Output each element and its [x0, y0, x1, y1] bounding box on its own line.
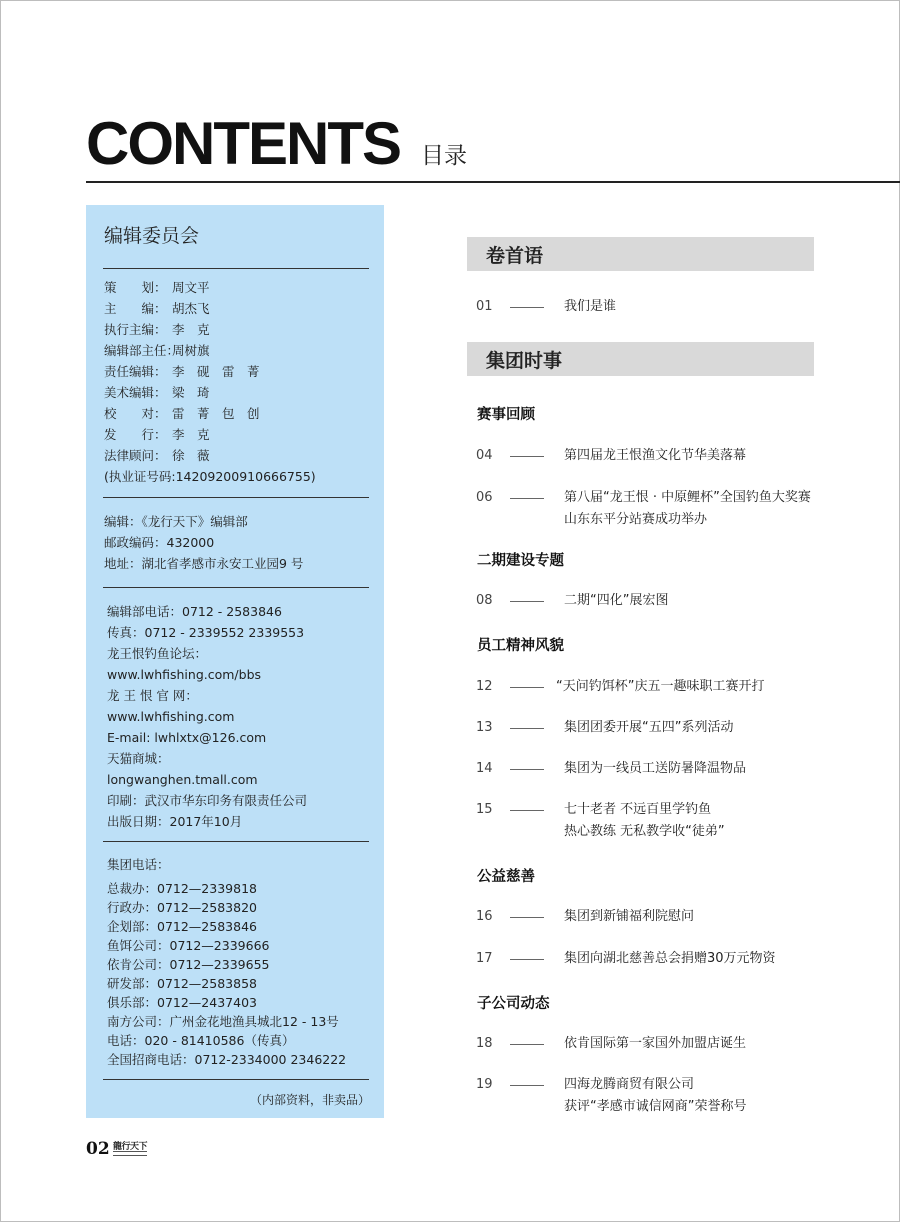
leader-line	[510, 959, 544, 960]
group-phone-line: 研发部：0712—2583858	[107, 976, 257, 991]
contact-line: www.lwhfishing.com/bbs	[107, 667, 262, 682]
credit-responsible-editor: 责任编辑： 李 砚 雷 菁	[104, 364, 260, 379]
leader-line	[510, 769, 544, 770]
not-for-sale-note: （内部资料，非卖品）	[249, 1093, 370, 1107]
subsection-heading: 公益慈善	[477, 869, 535, 885]
publisher-line: 地址：湖北省孝感市永安工业园9 号	[104, 556, 304, 571]
entry-title: 七十老者 不远百里学钓鱼	[564, 802, 712, 817]
contact-line: 印刷：武汉市华东印务有限责任公司	[107, 793, 308, 808]
header-divider	[86, 181, 900, 183]
contact-line: 出版日期：2017年10月	[107, 814, 243, 829]
entry-page-number: 04	[476, 448, 493, 463]
divider	[103, 841, 369, 842]
group-phone-line: 行政办：0712—2583820	[107, 900, 257, 915]
entry-title: 集团团委开展“五四”系列活动	[564, 720, 734, 735]
entry-page-number: 19	[476, 1077, 493, 1092]
contact-line: 龙 王 恨 官 网：	[107, 688, 198, 703]
entry-page-number: 15	[476, 802, 493, 817]
group-phone-line: 南方公司：广州金花地渔具城北12 - 13号	[107, 1014, 339, 1029]
contact-line: 编辑部电话：0712 - 2583846	[107, 604, 282, 619]
subsection-heading: 赛事回顾	[477, 407, 535, 423]
page-subtitle: 目录	[421, 143, 467, 169]
entry-title: 第八届“龙王恨 · 中原鲤杯”全国钓鱼大奖赛	[564, 490, 811, 505]
entry-page-number: 14	[476, 761, 493, 776]
leader-line	[510, 917, 544, 918]
leader-line	[510, 1085, 544, 1086]
group-phone-line: 集团电话：	[107, 857, 170, 872]
divider	[103, 268, 369, 269]
section-bar-group-news	[467, 342, 814, 376]
entry-title: “天问钓饵杯”庆五一趣味职工赛开打	[556, 679, 765, 694]
contact-line: 天猫商城：	[107, 751, 170, 766]
credit-legal-advisor: 法律顾问： 徐 薇	[104, 448, 210, 463]
divider	[103, 587, 369, 588]
divider	[103, 1079, 369, 1080]
entry-page-number: 17	[476, 951, 493, 966]
page-title: CONTENTS	[86, 110, 400, 177]
leader-line	[510, 687, 544, 688]
contact-line: 传真：0712 - 2339552 2339553	[107, 625, 305, 640]
credit-distribution: 发 行： 李 克	[104, 427, 210, 442]
entry-page-number: 01	[476, 299, 493, 314]
contact-line: www.lwhfishing.com	[107, 709, 235, 724]
logo-underline	[113, 1151, 147, 1156]
license-number: (执业证号码:14209200910666755)	[104, 469, 316, 484]
entry-page-number: 08	[476, 593, 493, 608]
credit-executive-editor: 执行主编： 李 克	[104, 322, 210, 337]
leader-line	[510, 728, 544, 729]
group-phone-line: 依肯公司：0712—2339655	[107, 957, 270, 972]
section-bar-preface	[467, 237, 814, 271]
entry-title: 二期“四化”展宏图	[564, 593, 669, 608]
logo-text: 龍行天下	[113, 1142, 148, 1152]
credit-art-editor: 美术编辑： 梁 琦	[104, 385, 210, 400]
subsection-heading: 员工精神风貌	[477, 638, 564, 654]
divider	[103, 497, 369, 498]
group-phone-line: 企划部：0712—2583846	[107, 919, 257, 934]
leader-line	[510, 456, 544, 457]
contact-line: longwanghen.tmall.com	[107, 772, 258, 787]
leader-line	[510, 601, 544, 602]
entry-page-number: 06	[476, 490, 493, 505]
group-phone-line: 电话：020 - 81410586（传真）	[107, 1033, 295, 1048]
entry-title: 集团向湖北慈善总会捐赠30万元物资	[564, 951, 776, 966]
subsection-heading: 二期建设专题	[477, 553, 564, 569]
group-phone-line: 总裁办：0712—2339818	[107, 881, 257, 896]
publisher-line: 邮政编码：432000	[104, 535, 215, 550]
entry-title: 依肯国际第一家国外加盟店诞生	[564, 1036, 747, 1051]
contact-line: 龙王恨钓鱼论坛：	[107, 646, 208, 661]
credit-planner: 策 划： 周文平	[104, 280, 210, 295]
entry-title: 第四届龙王恨渔文化节华美落幕	[564, 448, 747, 463]
magazine-logo	[113, 1139, 149, 1157]
entry-page-number: 13	[476, 720, 493, 735]
leader-line	[510, 810, 544, 811]
section-title: 卷首语	[486, 245, 544, 267]
publisher-line: 编辑：《龙行天下》编辑部	[104, 514, 248, 529]
group-phone-line: 全国招商电话：0712-2334000 2346222	[107, 1052, 347, 1067]
entry-page-number: 12	[476, 679, 493, 694]
editorial-title: 编辑委员会	[104, 225, 200, 247]
credit-proofreader: 校 对： 雷 菁 包 创	[104, 406, 260, 421]
entry-page-number: 18	[476, 1036, 493, 1051]
entry-page-number: 16	[476, 909, 493, 924]
entry-title-line2: 山东东平分站赛成功举办	[564, 512, 708, 527]
credit-department-head: 编辑部主任：周树旗	[104, 343, 210, 358]
entry-title: 四海龙腾商贸有限公司	[564, 1077, 695, 1092]
contact-line: E-mail: lwhlxtx@126.com	[107, 730, 267, 745]
editorial-panel	[86, 205, 384, 1118]
entry-title-line2: 获评“孝感市诚信网商”荣誉称号	[564, 1099, 747, 1114]
section-title: 集团时事	[486, 350, 563, 372]
leader-line	[510, 498, 544, 499]
entry-title: 集团到新铺福利院慰问	[564, 909, 695, 924]
leader-line	[510, 307, 544, 308]
leader-line	[510, 1044, 544, 1045]
entry-title-line2: 热心教练 无私教学收“徒弟”	[564, 824, 725, 839]
subsection-heading: 子公司动态	[477, 996, 550, 1012]
credit-editor-in-chief: 主 编： 胡杰飞	[104, 301, 210, 316]
group-phone-line: 鱼饵公司：0712—2339666	[107, 938, 270, 953]
group-phone-line: 俱乐部：0712—2437403	[107, 995, 257, 1010]
entry-title: 集团为一线员工送防暑降温物品	[564, 761, 747, 776]
entry-title: 我们是谁	[564, 299, 617, 314]
page-number: 02	[86, 1139, 110, 1159]
